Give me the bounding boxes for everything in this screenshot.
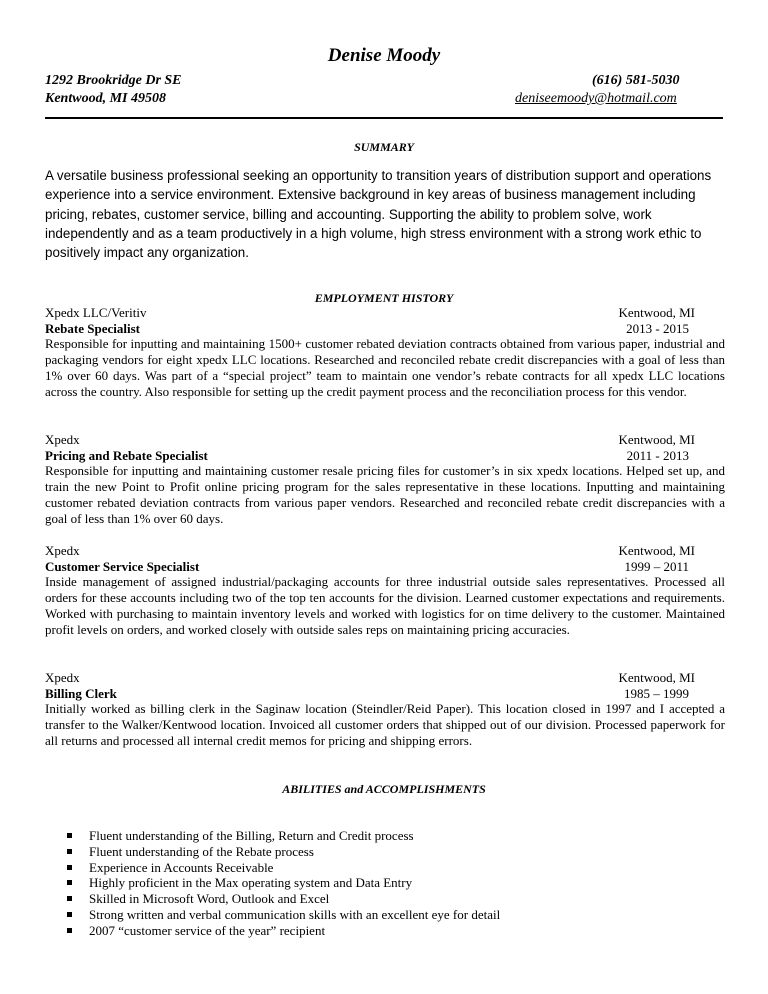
abilities-heading: ABILITIES and ACCOMPLISHMENTS	[282, 782, 486, 796]
job-title: Customer Service Specialist	[45, 558, 200, 574]
job-description: Responsible for inputting and maintaining customer resale pricing files for customer’s in six xpedx locations. Helped set up, and train the new Point to Profit online pricing program for the sales representative in these locations. Inputting and maintaining customer rebated deviation contracts from various paper vendors. Researched and reconciled rebate credit discrepancies with a goal of less than 1% over 60 days.	[45, 463, 725, 526]
list-item: Experience in Accounts Receivable	[62, 860, 500, 876]
header-divider	[45, 117, 723, 119]
job-company: Xpedx	[45, 432, 80, 447]
list-item: Fluent understanding of the Billing, Return and Credit process	[62, 828, 500, 844]
square-bullet-icon	[67, 849, 72, 854]
job-company: Xpedx	[45, 670, 80, 685]
square-bullet-icon	[67, 833, 72, 838]
job-dates: 1985 – 1999	[624, 685, 689, 701]
job-title: Billing Clerk	[45, 685, 117, 701]
job-location: Kentwood, MI	[618, 305, 695, 320]
job-entry	[45, 543, 725, 637]
list-item: 2007 “customer service of the year” recipient	[62, 923, 500, 939]
list-item: Fluent understanding of the Rebate process	[62, 844, 500, 860]
candidate-name: Denise Moody	[327, 45, 441, 66]
list-item: Strong written and verbal communication skills with an excellent eye for detail	[62, 907, 500, 923]
square-bullet-icon	[67, 896, 72, 901]
square-bullet-icon	[67, 865, 72, 870]
list-item: Skilled in Microsoft Word, Outlook and Excel	[62, 891, 500, 907]
job-dates: 2013 - 2015	[626, 320, 689, 336]
square-bullet-icon	[67, 912, 72, 917]
square-bullet-icon	[67, 928, 72, 933]
job-dates: 2011 - 2013	[626, 447, 689, 463]
job-description: Responsible for inputting and maintaining 1500+ customer rebated deviation contracts obtained from various paper, industrial and packaging vendors for eight xpedx LLC locations. Researched and reconciled rebate credit discrepancies with a goal of less than 1% over 60 days. Was part of a “special project” team to maintain one vendor’s rebate contracts for all xpedx LLC locations across the country. Also responsible for setting up the credit payment process and the reconciliation process for this vendor.	[45, 336, 725, 399]
summary-heading: SUMMARY	[354, 140, 414, 154]
job-title: Pricing and Rebate Specialist	[45, 447, 208, 463]
job-entry	[45, 432, 725, 526]
email-link[interactable]: deniseemoody@hotmail.com	[515, 91, 677, 106]
job-location: Kentwood, MI	[618, 670, 695, 685]
list-item: Highly proficient in the Max operating system and Data Entry	[62, 875, 500, 891]
job-company: Xpedx	[45, 543, 80, 558]
job-description: Inside management of assigned industrial/packaging accounts for three industrial outside sales representatives. Processed all orders for these accounts including two of the top ten accounts for the division. Learned customer expectations and requirements. Worked with purchasing to maintain inventory levels and worked with logistics for on time delivery to the customer. Maintained profit levels on orders, and worked closely with outside sales reps on maintaining pricing accuracies.	[45, 574, 725, 637]
job-title: Rebate Specialist	[45, 320, 140, 336]
phone-number: (616) 581-5030	[592, 73, 680, 88]
job-company: Xpedx LLC/Veritiv	[45, 305, 147, 320]
address-line-2: Kentwood, MI 49508	[45, 91, 166, 106]
summary-text: A versatile business professional seeking an opportunity to transition years of distribution support and operations experience into a service environment. Extensive background in key areas of business management including pricing, rebates, customer service, billing and accounting. Supporting the ability to problem solve, work independently and as a team productively in a high volume, high stress environment with a strong work ethic to positively impact any organization.	[45, 168, 712, 261]
employment-heading: EMPLOYMENT HISTORY	[314, 291, 454, 305]
job-location: Kentwood, MI	[618, 543, 695, 558]
square-bullet-icon	[67, 880, 72, 885]
job-entry	[45, 670, 725, 749]
job-description: Initially worked as billing clerk in the Saginaw location (Steindler/Reid Paper). This location closed in 1997 and I accepted a transfer to the Walker/Kentwood location. Invoiced all customer orders that shipped out of our division. Processed paperwork for all returns and processed all internal credit memos for pricing and shipping errors.	[45, 701, 725, 748]
address-line-1: 1292 Brookridge Dr SE	[45, 73, 182, 88]
job-entry	[45, 305, 725, 399]
abilities-list	[62, 828, 500, 939]
job-dates: 1999 – 2011	[624, 558, 689, 574]
job-location: Kentwood, MI	[618, 432, 695, 447]
